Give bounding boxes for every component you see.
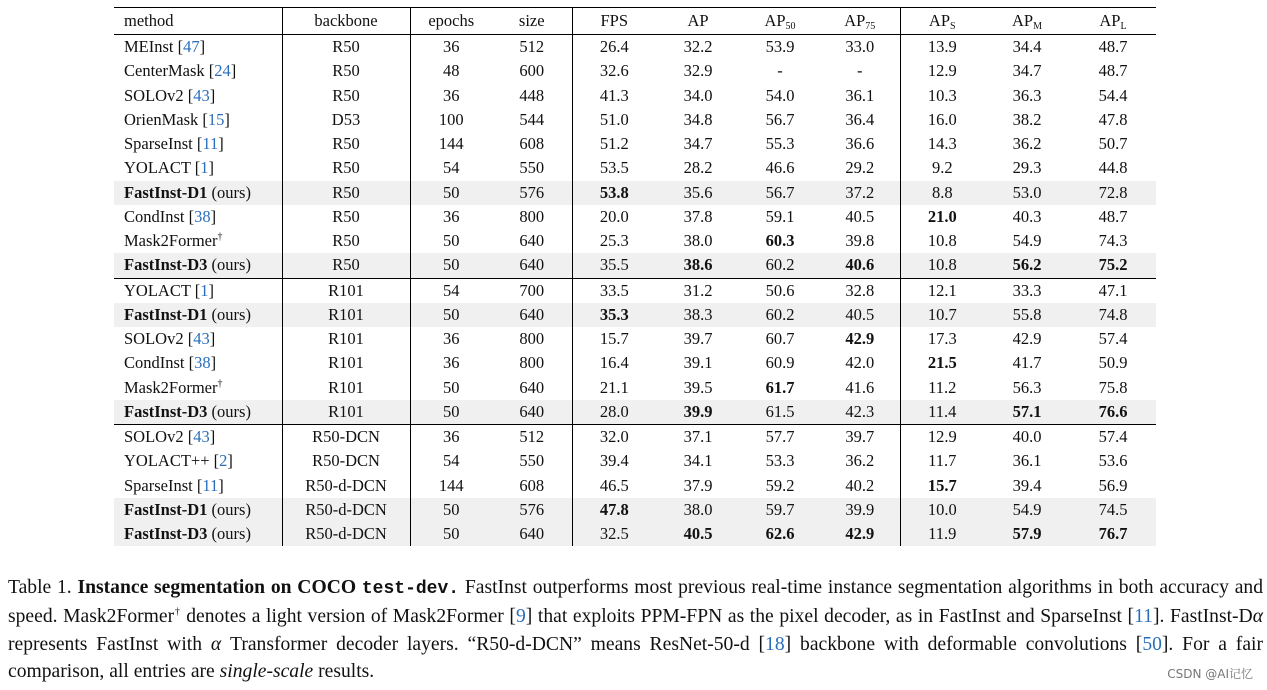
cell-ap: 38.6 — [656, 253, 740, 278]
cell-backbone: R50 — [282, 253, 410, 278]
cell-apl: 48.7 — [1098, 206, 1128, 226]
cell-ap75: 39.9 — [820, 498, 900, 522]
table-row — [114, 425, 1156, 450]
cell-apm: 57.9 — [984, 522, 1070, 546]
cell-ap: 39.9 — [656, 400, 740, 425]
cell-ap: 32.2 — [683, 37, 713, 57]
cell-fps: 26.4 — [572, 35, 656, 60]
cell-aps: 10.8 — [900, 253, 984, 278]
cell-method: SOLOv2 [43] — [124, 85, 216, 105]
cell-method: SparseInst [11] — [124, 134, 224, 154]
watermark: CSDN @AI记忆 — [1167, 667, 1253, 681]
table-row — [114, 278, 1156, 303]
cell-backbone: R50 — [282, 132, 410, 156]
cell-size: 550 — [519, 158, 545, 178]
cell-apm: 33.3 — [984, 278, 1070, 303]
cell-backbone: R50 — [282, 205, 410, 229]
cell-epochs: 54 — [410, 156, 492, 180]
cell-ap75: 39.7 — [820, 425, 900, 450]
cell-ap50: 61.7 — [765, 377, 795, 397]
citation-link[interactable]: 50 — [1142, 633, 1162, 655]
cell-ap50: 53.9 — [765, 37, 795, 57]
cell-ap50: 54.0 — [765, 85, 795, 105]
cell-ap: 37.1 — [656, 425, 740, 450]
table-header-row — [114, 8, 1156, 35]
cell-size: 640 — [492, 400, 572, 425]
cell-ap50: 60.2 — [740, 303, 820, 327]
cell-size: 700 — [492, 278, 572, 303]
cell-apl: 47.1 — [1070, 278, 1156, 303]
cell-apl: 48.7 — [1098, 61, 1128, 81]
cell-ap: 34.8 — [683, 109, 713, 129]
cell-apl: 53.6 — [1098, 451, 1128, 471]
table-row — [114, 181, 1156, 205]
cell-ap50: - — [777, 61, 783, 81]
cell-apm: 38.2 — [1012, 109, 1042, 129]
cell-aps: 21.0 — [900, 205, 984, 229]
col-header-fps: FPS — [572, 8, 656, 35]
cell-ap: 39.7 — [683, 329, 713, 349]
cell-ap50: 60.9 — [765, 353, 795, 373]
cell-method: FastInst-D1 (ours) — [114, 303, 282, 327]
cell-method: SparseInst [11] — [124, 475, 224, 495]
cell-ap: 28.2 — [683, 158, 713, 178]
col-header-aps: $AP_S$ — [900, 8, 984, 35]
cell-backbone: R101 — [282, 278, 410, 303]
col-header-backbone: backbone — [282, 8, 410, 35]
cell-apm: 29.3 — [1012, 158, 1042, 178]
cell-epochs: 50 — [410, 229, 492, 253]
cell-ap50: 46.6 — [765, 158, 795, 178]
citation-link[interactable]: 18 — [765, 633, 785, 655]
cell-method: CenterMask [24] — [124, 61, 237, 81]
cell-aps: 13.9 — [900, 35, 984, 60]
cell-ap50: 56.7 — [740, 181, 820, 205]
cell-ap: 39.5 — [683, 377, 713, 397]
citation-link[interactable]: 2 — [219, 451, 228, 471]
cell-fps: 32.5 — [572, 522, 656, 546]
cell-method: YOLACT [1] — [124, 158, 214, 178]
cell-apl: 74.3 — [1098, 231, 1128, 251]
cell-ap75: 40.5 — [820, 303, 900, 327]
table-row — [114, 327, 1156, 351]
cell-epochs: 48 — [410, 59, 492, 83]
cell-apl: 48.7 — [1098, 37, 1128, 57]
cell-ap: 37.9 — [683, 475, 713, 495]
citation-link[interactable]: 24 — [214, 61, 231, 81]
cell-ap: 34.7 — [683, 134, 713, 154]
cell-epochs: 50 — [410, 376, 492, 400]
cell-backbone: R50-d-DCN — [282, 474, 410, 498]
cell-fps: 53.8 — [572, 181, 656, 205]
cell-epochs: 50 — [410, 181, 492, 205]
cell-epochs: 36 — [410, 327, 492, 351]
cell-ap50: 59.1 — [765, 206, 795, 226]
citation-link[interactable]: 1 — [200, 280, 209, 300]
cell-ap50: 55.3 — [765, 134, 795, 154]
cell-fps: 53.5 — [572, 156, 656, 180]
cell-fps: 15.7 — [572, 327, 656, 351]
cell-size: 512 — [492, 425, 572, 450]
table-row — [114, 303, 1156, 327]
cell-epochs: 36 — [410, 84, 492, 108]
col-header-epochs: epochs — [410, 8, 492, 35]
cell-fps: 51.0 — [572, 108, 656, 132]
cell-aps: 15.7 — [900, 474, 984, 498]
cell-fps: 16.4 — [572, 351, 656, 375]
cell-size: 800 — [519, 329, 545, 349]
cell-ap: 35.6 — [656, 181, 740, 205]
cell-backbone: R101 — [282, 303, 410, 327]
cell-epochs: 50 — [410, 522, 492, 546]
cell-method: FastInst-D3 (ours) — [114, 522, 282, 546]
cell-method: Mask2Former† — [124, 377, 223, 397]
cell-aps: 10.0 — [900, 498, 984, 522]
cell-ap75: 29.2 — [845, 158, 875, 178]
citation-link[interactable]: 9 — [515, 606, 526, 628]
caption-title: Instance segmentation on COCO test-dev. — [77, 577, 460, 599]
cell-apm: 54.9 — [984, 498, 1070, 522]
cell-size: 550 — [519, 451, 545, 471]
citation-link[interactable]: 1 — [200, 158, 209, 178]
cell-aps: 11.7 — [900, 449, 984, 473]
cell-apl: 50.7 — [1098, 134, 1128, 154]
cell-ap: 37.8 — [683, 206, 713, 226]
cell-backbone: R50-d-DCN — [282, 522, 410, 546]
cell-aps: 12.1 — [900, 278, 984, 303]
cell-epochs: 36 — [410, 425, 492, 450]
cell-aps: 11.4 — [900, 400, 984, 425]
cell-apl: 74.8 — [1070, 303, 1156, 327]
cell-ap: 38.0 — [656, 498, 740, 522]
col-header-ap50: $AP_{50}$ — [764, 11, 796, 32]
cell-method: YOLACT++ [2] — [124, 451, 233, 471]
cell-apm: 54.9 — [1012, 231, 1042, 251]
cell-ap75: 36.2 — [845, 451, 875, 471]
cell-method: CondInst [38] — [124, 206, 217, 226]
cell-size: 800 — [519, 206, 545, 226]
cell-ap: 34.0 — [683, 85, 713, 105]
cell-backbone: R101 — [282, 376, 410, 400]
cell-ap75: 39.8 — [845, 231, 875, 251]
cell-ap75: 32.8 — [820, 278, 900, 303]
cell-apm: 57.1 — [984, 400, 1070, 425]
caption-label: Table 1. — [8, 577, 72, 598]
cell-ap75: 42.9 — [820, 522, 900, 546]
col-header-apl: $AP_L$ — [1099, 11, 1127, 32]
cell-ap: 34.1 — [683, 451, 713, 471]
results-table — [114, 8, 1156, 546]
cell-size: 640 — [492, 303, 572, 327]
citation-link[interactable]: 38 — [194, 206, 211, 226]
table-caption: Table 1. Instance segmentation on COCO test-dev. FastInst outperforms most previous real-time instance segmentation algorithms in both accuracy and speed. Mask2Former† denotes a light version of Mask2Former [9] that exploits PPM-FPN as the pixel decoder, as in FastInst and SparseInst [11]. FastInst-Dα represents FastInst with α Transformer decoder layers. “R50-d-DCN” means ResNet-50-d [18] backbone with deformable convolutions [50]. For a fair comparison, all entries are single-scale results. — [8, 577, 1264, 682]
cell-aps: 12.9 — [900, 425, 984, 450]
cell-method: CondInst [38] — [124, 353, 217, 373]
table-row — [114, 205, 1156, 229]
cell-ap50: 61.5 — [740, 400, 820, 425]
cell-aps: 11.2 — [900, 376, 984, 400]
cell-fps: 32.0 — [572, 425, 656, 450]
cell-size: 448 — [519, 85, 545, 105]
cell-apm: 36.1 — [1012, 451, 1042, 471]
cell-method: FastInst-D1 (ours) — [114, 498, 282, 522]
cell-ap50: 59.7 — [740, 498, 820, 522]
cell-aps: 17.3 — [900, 327, 984, 351]
cell-apl: 47.8 — [1098, 109, 1128, 129]
citation-link[interactable]: 15 — [207, 109, 225, 129]
cell-ap75: 41.6 — [845, 377, 875, 397]
cell-ap: 39.1 — [683, 353, 713, 373]
cell-apm: 53.0 — [984, 181, 1070, 205]
cell-ap75: 36.1 — [845, 85, 875, 105]
cell-apm: 56.3 — [1012, 377, 1042, 397]
cell-ap50: 57.7 — [740, 425, 820, 450]
cell-apl: 50.9 — [1098, 353, 1128, 373]
cell-apm: 34.4 — [1012, 37, 1042, 57]
cell-apm: 39.4 — [1012, 475, 1042, 495]
cell-ap75: 33.0 — [845, 37, 875, 57]
cell-apm: 41.7 — [1012, 353, 1042, 373]
table-row — [114, 253, 1156, 278]
cell-method: OrienMask [15] — [124, 109, 230, 129]
cell-apl: 76.7 — [1070, 522, 1156, 546]
cell-ap75: 37.2 — [820, 181, 900, 205]
cell-size: 800 — [519, 353, 545, 373]
cell-epochs: 100 — [410, 108, 492, 132]
cell-aps: 10.3 — [900, 84, 984, 108]
cell-aps: 21.5 — [900, 351, 984, 375]
cell-ap50: 60.3 — [765, 231, 795, 251]
cell-ap75: 40.2 — [845, 475, 875, 495]
cell-aps: 12.9 — [900, 59, 984, 83]
cell-size: 640 — [519, 377, 545, 397]
cell-apl: 57.4 — [1070, 425, 1156, 450]
cell-apm: 34.7 — [1012, 61, 1042, 81]
cell-apl: 76.6 — [1070, 400, 1156, 425]
cell-ap75: 40.5 — [845, 206, 875, 226]
cell-fps: 47.8 — [572, 498, 656, 522]
cell-fps: 51.2 — [572, 132, 656, 156]
cell-epochs: 50 — [410, 400, 492, 425]
cell-method: YOLACT [1] — [114, 278, 282, 303]
table-row — [114, 376, 1156, 400]
cell-fps: 39.4 — [572, 449, 656, 473]
cell-backbone: R50 — [282, 59, 410, 83]
citation-link[interactable]: 11 — [1134, 606, 1153, 628]
table-body — [114, 35, 1156, 547]
cell-ap75: - — [857, 61, 863, 81]
cell-apm: 36.3 — [1012, 85, 1042, 105]
cell-backbone: R50 — [282, 156, 410, 180]
cell-method: FastInst-D1 (ours) — [114, 181, 282, 205]
cell-epochs: 144 — [410, 474, 492, 498]
cell-backbone: R101 — [282, 327, 410, 351]
cell-ap: 38.3 — [656, 303, 740, 327]
cell-method: SOLOv2 [43] — [124, 329, 216, 349]
col-header-ap: AP — [687, 11, 709, 30]
col-header-apm: $AP_M$ — [1012, 11, 1042, 32]
cell-backbone: R101 — [282, 351, 410, 375]
col-header-ap75: $AP_{75}$ — [844, 11, 876, 32]
cell-fps: 21.1 — [572, 376, 656, 400]
cell-epochs: 54 — [410, 449, 492, 473]
cell-aps: 10.7 — [900, 303, 984, 327]
cell-method: Mask2Former† — [124, 231, 223, 251]
cell-ap50: 60.7 — [765, 329, 795, 349]
table-row — [114, 400, 1156, 425]
cell-method: FastInst-D3 (ours) — [114, 253, 282, 278]
cell-ap75: 42.0 — [845, 353, 875, 373]
cell-backbone: R50-d-DCN — [282, 498, 410, 522]
table-row — [114, 108, 1156, 132]
table-row — [114, 449, 1156, 473]
cell-aps: 8.8 — [900, 181, 984, 205]
cell-ap75: 42.3 — [820, 400, 900, 425]
citation-link[interactable]: 43 — [193, 329, 210, 349]
col-header-method: method — [124, 11, 174, 30]
cell-ap75: 36.6 — [845, 134, 875, 154]
cell-backbone: R50 — [282, 181, 410, 205]
cell-size: 640 — [492, 522, 572, 546]
cell-size: 512 — [519, 37, 545, 57]
cell-ap50: 62.6 — [740, 522, 820, 546]
cell-epochs: 50 — [410, 498, 492, 522]
cell-epochs: 36 — [410, 205, 492, 229]
cell-fps: 20.0 — [572, 205, 656, 229]
cell-apl: 54.4 — [1098, 85, 1128, 105]
cell-fps: 35.3 — [572, 303, 656, 327]
cell-backbone: R50-DCN — [282, 449, 410, 473]
cell-backbone: R50 — [282, 84, 410, 108]
cell-ap50: 59.2 — [765, 475, 795, 495]
cell-backbone: D53 — [282, 108, 410, 132]
table-row — [114, 474, 1156, 498]
cell-method: SOLOv2 [43] — [114, 425, 282, 450]
cell-fps: 46.5 — [572, 474, 656, 498]
cell-apl: 57.4 — [1098, 329, 1128, 349]
cell-ap50: 56.7 — [765, 109, 795, 129]
cell-ap75: 42.9 — [845, 329, 875, 349]
cell-apm: 42.9 — [1012, 329, 1042, 349]
cell-fps: 28.0 — [572, 400, 656, 425]
cell-size: 608 — [519, 134, 545, 154]
cell-size: 640 — [519, 231, 545, 251]
cell-size: 600 — [519, 61, 545, 81]
cell-aps: 16.0 — [900, 108, 984, 132]
citation-link[interactable]: 47 — [183, 37, 200, 57]
cell-apl: 75.8 — [1098, 377, 1128, 397]
citation-link[interactable]: 11 — [202, 134, 219, 154]
cell-size: 576 — [492, 498, 572, 522]
table-row — [114, 156, 1156, 180]
cell-method: MEInst [47] — [124, 37, 206, 57]
cell-fps: 35.5 — [572, 253, 656, 278]
cell-apm: 40.3 — [1012, 206, 1042, 226]
cell-fps: 41.3 — [572, 84, 656, 108]
cell-ap75: 36.4 — [845, 109, 875, 129]
cell-size: 640 — [492, 253, 572, 278]
cell-backbone: R50-DCN — [282, 425, 410, 450]
cell-backbone: R50 — [282, 229, 410, 253]
cell-epochs: 36 — [410, 35, 492, 60]
citation-link[interactable]: 43 — [193, 427, 210, 447]
cell-ap: 32.9 — [683, 61, 713, 81]
cell-aps: 14.3 — [900, 132, 984, 156]
table-row — [114, 35, 1156, 60]
cell-fps: 32.6 — [572, 59, 656, 83]
cell-epochs: 50 — [410, 303, 492, 327]
cell-epochs: 144 — [410, 132, 492, 156]
cell-apl: 72.8 — [1070, 181, 1156, 205]
citation-link[interactable]: 11 — [202, 475, 219, 495]
table-row — [114, 84, 1156, 108]
cell-ap75: 40.6 — [820, 253, 900, 278]
cell-epochs: 50 — [410, 253, 492, 278]
cell-apm: 36.2 — [1012, 134, 1042, 154]
cell-apl: 56.9 — [1098, 475, 1128, 495]
cell-backbone: R50 — [282, 35, 410, 60]
table-row — [114, 132, 1156, 156]
cell-ap: 38.0 — [683, 231, 713, 251]
col-header-size: size — [518, 11, 545, 30]
table-row — [114, 498, 1156, 522]
cell-epochs: 36 — [410, 351, 492, 375]
cell-method: FastInst-D3 (ours) — [114, 400, 282, 425]
cell-size: 576 — [492, 181, 572, 205]
cell-epochs: 54 — [410, 278, 492, 303]
cell-fps: 33.5 — [572, 278, 656, 303]
cell-aps: 10.8 — [900, 229, 984, 253]
citation-link[interactable]: 43 — [193, 85, 210, 105]
table-row — [114, 522, 1156, 546]
cell-apm: 55.8 — [984, 303, 1070, 327]
cell-apm: 56.2 — [984, 253, 1070, 278]
cell-ap50: 60.2 — [740, 253, 820, 278]
table-row — [114, 351, 1156, 375]
cell-apl: 75.2 — [1070, 253, 1156, 278]
cell-ap: 31.2 — [656, 278, 740, 303]
cell-apl: 44.8 — [1098, 158, 1128, 178]
citation-link[interactable]: 38 — [194, 353, 211, 373]
cell-size: 544 — [519, 109, 545, 129]
cell-fps: 25.3 — [572, 229, 656, 253]
cell-apm: 40.0 — [984, 425, 1070, 450]
table-row — [114, 59, 1156, 83]
cell-backbone: R101 — [282, 400, 410, 425]
cell-aps: 11.9 — [900, 522, 984, 546]
cell-apl: 74.5 — [1070, 498, 1156, 522]
cell-ap: 40.5 — [656, 522, 740, 546]
cell-ap50: 50.6 — [740, 278, 820, 303]
cell-size: 608 — [519, 475, 545, 495]
cell-aps: 9.2 — [900, 156, 984, 180]
table-row — [114, 229, 1156, 253]
cell-ap50: 53.3 — [765, 451, 795, 471]
